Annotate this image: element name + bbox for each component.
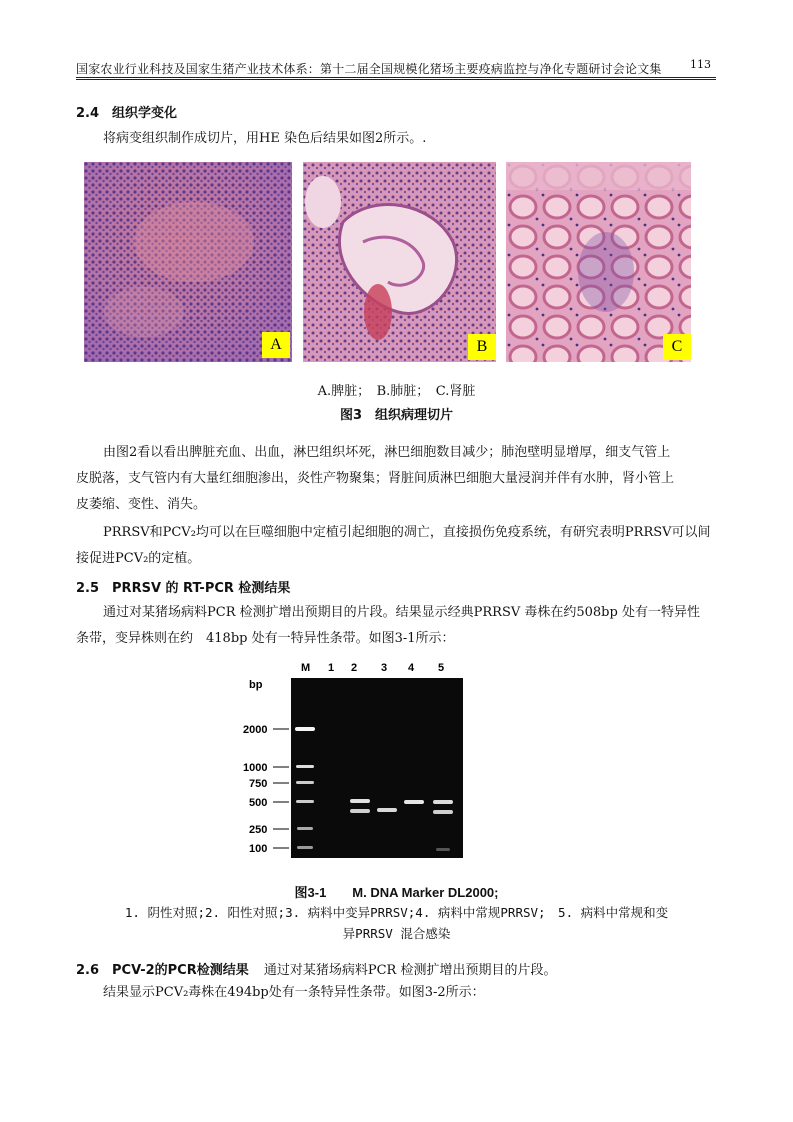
histology-image-lung bbox=[303, 162, 496, 362]
header-rule bbox=[76, 77, 716, 78]
panel-label-a: A bbox=[262, 332, 290, 358]
lane-label-4: 4 bbox=[408, 662, 415, 674]
figure-3-1-caption: 图3-1 M. DNA Marker DL2000; bbox=[294, 885, 499, 900]
panel-label-c: C bbox=[663, 334, 691, 360]
header-rule-2 bbox=[76, 79, 716, 80]
section-heading-2-5: 2.5 PRRSV 的 RT-PCR 检测结果 bbox=[76, 581, 291, 596]
body2-line-2: 接促进PCV₂的定植。 bbox=[76, 551, 201, 566]
section-2-5-line-1: 通过对某猪场病料PCR 检测扩增出预期目的片段。结果显示经典PRRSV 毒株在约508bp 处有一特异性 bbox=[103, 605, 700, 620]
lane-label-3: 3 bbox=[381, 662, 388, 674]
lane-label-2: 2 bbox=[351, 662, 358, 674]
histology-image-spleen bbox=[84, 162, 292, 362]
section-2-4-intro: 将病变组织制作成切片，用HE 染色后结果如图2所示。. bbox=[103, 131, 427, 146]
marker-label-100: 100 bbox=[249, 843, 268, 855]
figure-subcaption: A.脾脏； B.肺脏； C.肾脏 bbox=[317, 384, 476, 399]
section-2-5-line-2: 条带，变异株则在约 418bp 处有一特异性条带。如图3-1所示： bbox=[76, 631, 455, 646]
marker-label-2000: 2000 bbox=[243, 724, 268, 736]
gel-electrophoresis-figure bbox=[243, 656, 463, 860]
section-heading-2-4: 2.4 组织学变化 bbox=[76, 106, 178, 121]
marker-label-750: 750 bbox=[249, 778, 268, 790]
body-line-1: 由图2看以看出脾脏充血、出血，淋巴组织坏死，淋巴细胞数目减少；肺泡壁明显增厚，细支气管上 bbox=[103, 445, 671, 460]
marker-label-1000: 1000 bbox=[243, 762, 268, 774]
histology-image-kidney bbox=[506, 162, 691, 362]
running-header: 国家农业行业科技及国家生猪产业技术体系：第十二届全国规模化猪场主要疫病监控与净化专题研讨会论文集 bbox=[76, 62, 662, 76]
body-line-3: 皮萎缩、变性、消失。 bbox=[76, 497, 207, 512]
section-heading-2-6: 2.6 PCV-2的PCR检测结果 bbox=[76, 963, 249, 978]
lane-label-1: 1 bbox=[328, 662, 335, 674]
lane-label-5: 5 bbox=[438, 662, 445, 674]
page-number: 113 bbox=[690, 58, 711, 71]
marker-label-250: 250 bbox=[249, 824, 268, 836]
figure-3-caption: 图3 组织病理切片 bbox=[339, 408, 454, 423]
body2-line-1: PRRSV和PCV₂均可以在巨噬细胞中定植引起细胞的凋亡，直接损伤免疫系统，有研究表明PRRSV可以间 bbox=[103, 525, 711, 540]
body-line-2: 皮脱落，支气管内有大量红细胞渗出，炎性产物聚集；肾脏间质淋巴细胞大量浸润并伴有水肿，肾小管上 bbox=[76, 471, 675, 486]
section-2-6-line-2: 结果显示PCV₂毒株在494bp处有一条特异性条带。如图3-2所示： bbox=[103, 985, 485, 1000]
marker-label-500: 500 bbox=[249, 797, 268, 809]
figure-3-1-legend-line-1: 1. 阴性对照;2. 阳性对照;3. 病料中变异PRRSV;4. 病料中常规PRRSV; 5. 病料中常规和变 bbox=[124, 905, 669, 920]
panel-label-b: B bbox=[468, 334, 496, 360]
lane-label-m: M bbox=[301, 662, 311, 674]
section-2-6-inline-text: 通过对某猪场病料PCR 检测扩增出预期目的片段。 bbox=[263, 963, 557, 978]
figure-3-1-legend-line-2: 异PRRSV 混合感染 bbox=[342, 926, 451, 941]
gel-unit-label: bp bbox=[249, 679, 263, 691]
